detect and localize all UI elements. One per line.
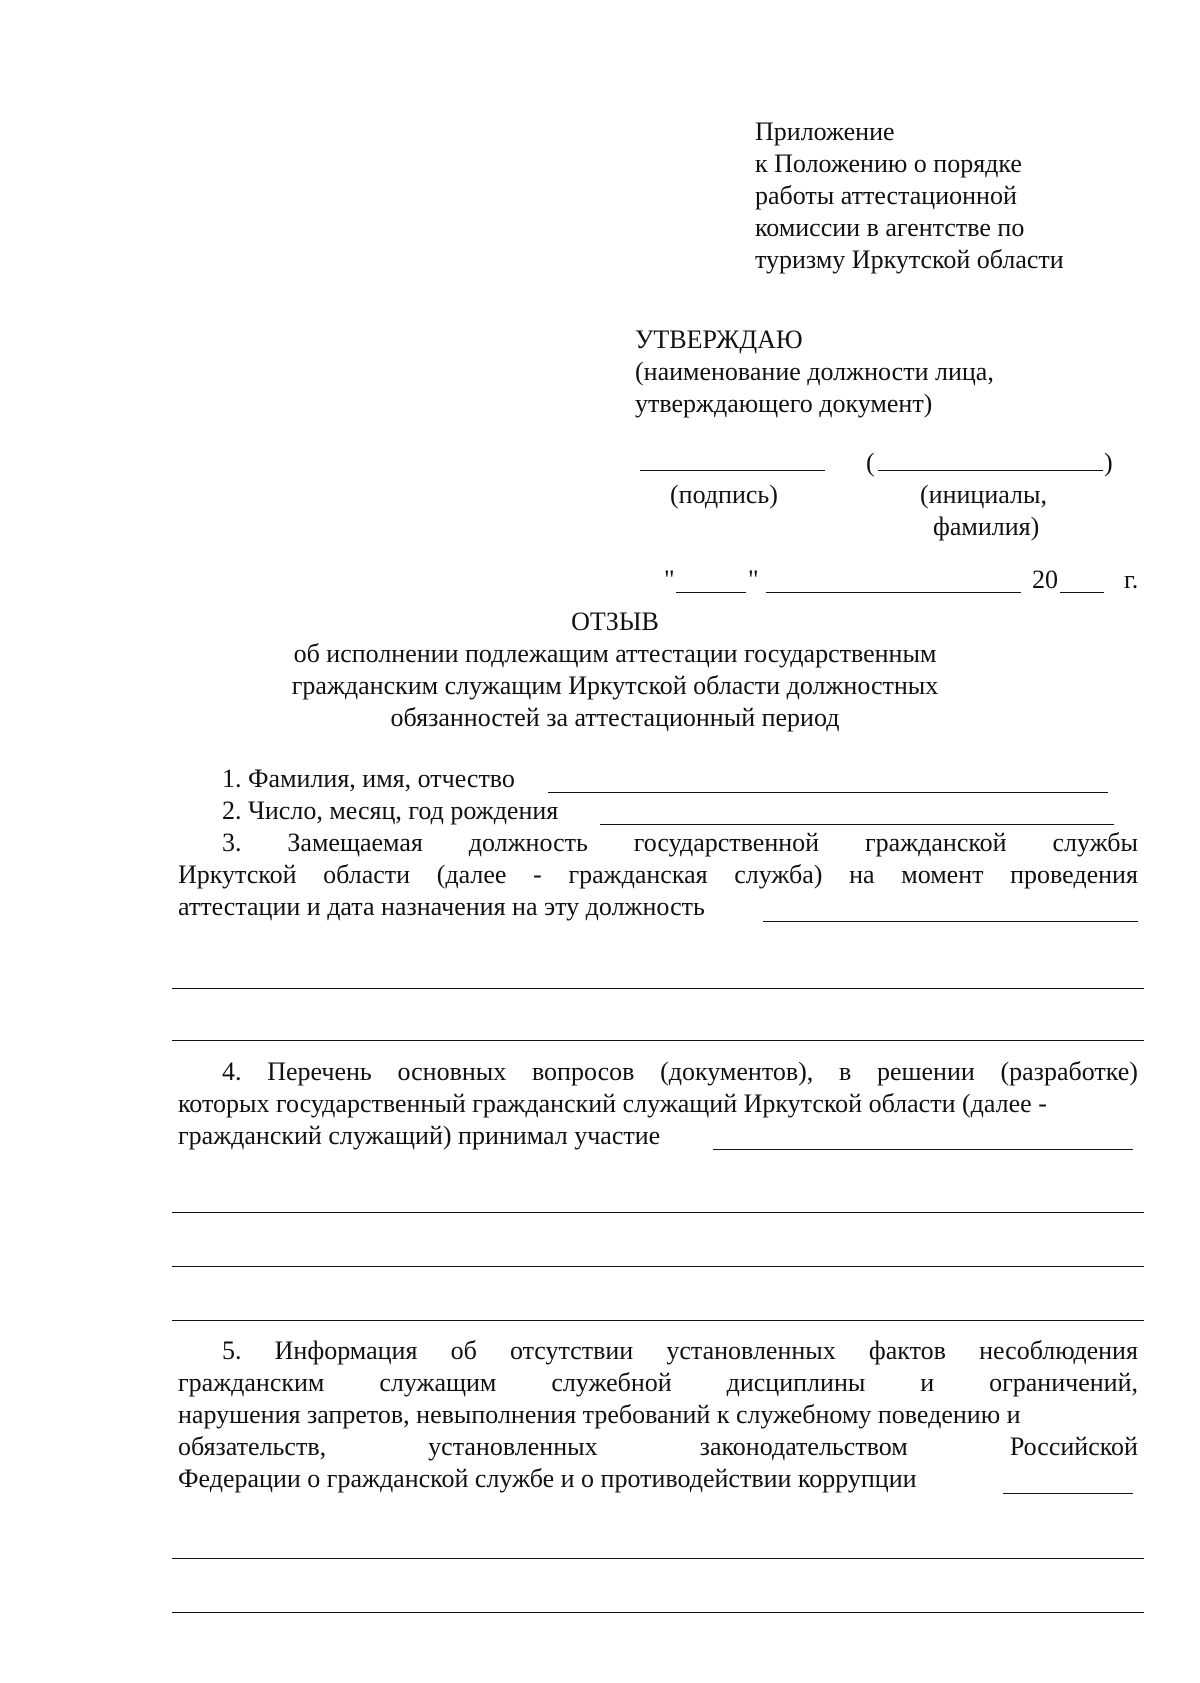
signature-field[interactable]: [640, 470, 825, 471]
word: гражданская: [568, 860, 708, 889]
word: области: [323, 860, 411, 889]
item-4-line: гражданский служащий) принимал участие: [178, 1121, 661, 1150]
birth-date-field[interactable]: [600, 824, 1114, 825]
position-field[interactable]: [763, 921, 1138, 922]
violations-info-field[interactable]: [1003, 1493, 1133, 1494]
word: -: [533, 860, 542, 889]
word: ограничений,: [989, 1368, 1138, 1397]
appendix-line: работы аттестационной: [755, 181, 1017, 210]
approval-block: [635, 324, 1115, 420]
item-3-line: [222, 827, 1138, 859]
word: несоблюдения: [979, 1336, 1138, 1365]
initials-label: (инициалы,: [920, 480, 1047, 509]
word: Перечень: [267, 1057, 372, 1086]
initials-field[interactable]: [878, 470, 1103, 471]
item-5-line: [178, 1367, 1138, 1399]
item-5-line: [178, 1431, 1138, 1463]
word: Информация: [274, 1336, 418, 1365]
full-name-field[interactable]: [548, 792, 1108, 793]
item-4-line: [222, 1056, 1138, 1088]
word: вопросов: [531, 1057, 635, 1086]
word: служба): [734, 860, 823, 889]
word: установленных: [666, 1336, 836, 1365]
word: Замещаемая: [287, 828, 423, 857]
word: службы: [1052, 828, 1138, 857]
word: проведения: [1010, 860, 1138, 889]
appendix-line: Приложение: [755, 117, 895, 146]
word: Иркутской: [178, 860, 297, 889]
word: установленных: [428, 1432, 598, 1461]
participation-field-continued[interactable]: [172, 1320, 1144, 1321]
word: гражданским: [178, 1368, 325, 1397]
document-subtitle: гражданским служащим Иркутской области должностных: [291, 671, 939, 700]
item-3-line: [178, 859, 1138, 891]
date-month-field[interactable]: [766, 592, 1021, 593]
item-5-line: нарушения запретов, невыполнения требований к служебному поведению и: [178, 1400, 1021, 1429]
word: гражданской: [864, 828, 1007, 857]
word: служебной: [551, 1368, 672, 1397]
word: основных: [397, 1057, 507, 1086]
item-2-label: 2. Число, месяц, год рождения: [222, 796, 559, 825]
position-field-continued[interactable]: [172, 1040, 1144, 1041]
word: (далее: [436, 860, 507, 889]
appendix-line: комиссии в агентстве по: [755, 213, 1025, 242]
word: 3.: [222, 828, 242, 857]
appendix-line: туризму Иркутской области: [755, 245, 1064, 274]
date-quote-close: ": [748, 565, 759, 594]
word: служащим: [379, 1368, 497, 1397]
appendix-line: к Положению о порядке: [755, 149, 1022, 178]
initials-label: фамилия): [933, 512, 1040, 541]
date-year-field[interactable]: [1060, 592, 1104, 593]
initials-paren-open: (: [866, 448, 875, 477]
word: 5.: [222, 1336, 242, 1365]
document-title-block: [170, 606, 1060, 734]
date-year-suffix: г.: [1124, 565, 1139, 594]
date-year-prefix: 20: [1032, 565, 1058, 594]
position-field-continued[interactable]: [172, 988, 1144, 989]
word: и: [920, 1368, 935, 1397]
word: (разработке): [1000, 1057, 1138, 1086]
item-5-line: [222, 1335, 1138, 1367]
document-subtitle: об исполнении подлежащим аттестации государственным: [293, 639, 937, 668]
initials-paren-close: ): [1104, 448, 1113, 477]
participation-field-continued[interactable]: [172, 1212, 1144, 1213]
word: дисциплины: [726, 1368, 866, 1397]
word: об: [450, 1336, 477, 1365]
word: законодательством: [699, 1432, 908, 1461]
item-3-line: аттестации и дата назначения на эту должность: [178, 892, 705, 921]
appendix-header: [755, 116, 1175, 276]
participation-field-continued[interactable]: [172, 1266, 1144, 1267]
date-quote-open: ": [664, 565, 675, 594]
word: обязательств,: [178, 1432, 327, 1461]
word: (документов),: [660, 1057, 814, 1086]
approval-heading: УТВЕРЖДАЮ: [635, 325, 803, 354]
word: фактов: [868, 1336, 946, 1365]
item-1-label: 1. Фамилия, имя, отчество: [222, 764, 515, 793]
document-subtitle: обязанностей за аттестационный период: [390, 703, 840, 732]
word: в: [838, 1057, 852, 1086]
violations-info-field-continued[interactable]: [172, 1612, 1144, 1613]
approval-position-hint: (наименование должности лица,: [635, 357, 994, 386]
item-5-line: Федерации о гражданской службе и о противодействии коррупции: [178, 1464, 917, 1493]
word: решении: [876, 1057, 975, 1086]
word: на: [849, 860, 875, 889]
participation-field[interactable]: [713, 1149, 1133, 1150]
date-day-field[interactable]: [676, 592, 746, 593]
word: отсутствии: [509, 1336, 634, 1365]
word: 4.: [222, 1057, 242, 1086]
item-4-line: которых государственный гражданский служащий Иркутской области (далее -: [178, 1089, 1047, 1118]
word: должность: [468, 828, 588, 857]
word: Российской: [1009, 1432, 1138, 1461]
word: момент: [901, 860, 984, 889]
document-title: ОТЗЫВ: [571, 607, 659, 636]
signature-label: (подпись): [670, 480, 778, 509]
violations-info-field-continued[interactable]: [172, 1558, 1144, 1559]
approval-position-hint: утверждающего документ): [635, 389, 933, 418]
word: государственной: [633, 828, 820, 857]
